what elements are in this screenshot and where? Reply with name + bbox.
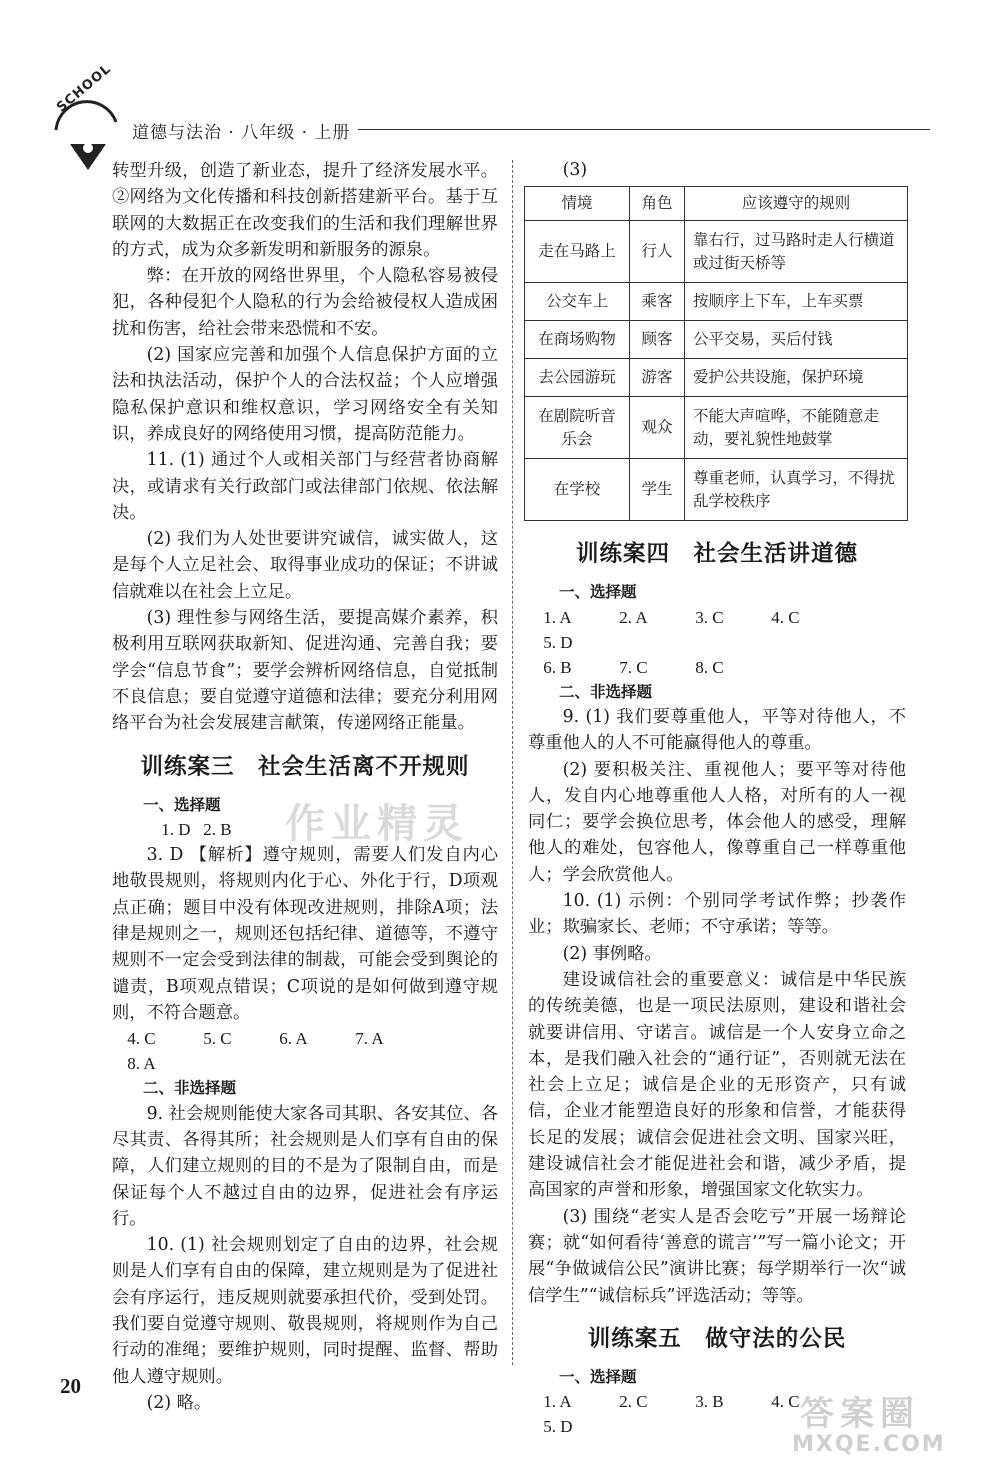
paragraph: 9. 社会规则能使大家各司其职、各安其位、各尽其责、各得其所；社会规则是人们享有自由的保障，人们建立规则的目的不是为了限制自由，而是保证每个人不越过自由的边界，促进社会有序运行。: [112, 1103, 498, 1229]
answer-row: [528, 655, 906, 680]
table-cell: 去公园游玩: [525, 359, 630, 397]
table-cell: 在学校: [525, 459, 630, 521]
logo-text: SCHOOL: [54, 61, 115, 116]
answer-item: 7. C: [619, 657, 648, 677]
table-cell: 乘客: [630, 283, 685, 321]
paragraph: 9. (1) 我们要尊重他人，平等对待他人，不尊重他人的人不可能赢得他人的尊重。: [528, 707, 906, 754]
watermark-center: 作业精灵: [285, 801, 469, 847]
answer-item: 4. C: [771, 607, 800, 627]
choice-heading: 一、选择题: [143, 795, 221, 814]
answer-item: 1. A: [543, 1392, 572, 1412]
paragraph: (3) 理性参与网络生活，要提高媒介素养，积极利用互联网获取新知、促进沟通、完善自我；要学会“信息节食”；要学会辨析网络信息，自觉抵制不良信息；要自觉遵守道德和法律；要充分利用网络平台为社会发展建言献策，传递网络正能量。: [112, 608, 498, 734]
section-title-3: 训练案三 社会生活离不开规则: [140, 753, 470, 780]
table-cell: 在剧院听音乐会: [525, 397, 630, 459]
table-cell: 游客: [630, 359, 685, 397]
choice-heading: 一、选择题: [559, 583, 637, 601]
paragraph: 11. (1) 通过个人或相关部门与经营者协商解决，或请求有关行政部门或法律部门依规、依法解决。: [112, 450, 498, 523]
table-cell: 学生: [630, 459, 685, 521]
paragraph: (2) 事例略。: [562, 943, 662, 964]
answer-item: 2. B: [203, 820, 232, 840]
table-header: 角色: [630, 187, 685, 221]
answer-item: 5. C: [203, 1029, 232, 1049]
table-row: [525, 459, 908, 521]
table-label: (3): [562, 160, 588, 180]
table-cell: 公交车上: [525, 283, 630, 321]
answer-item: 3. C: [695, 607, 724, 627]
paragraph: 弊：在开放的网络世界里，个人隐私容易被侵犯，各种侵犯个人隐私的行为会给被侵权人造成困扰和伤害，给社会带来恐慌和不安。: [112, 266, 498, 339]
paragraph: 10. (1) 示例：个别同学考试作弊；抄袭作业；欺骗家长、老师；不守承诺；等等。: [528, 891, 906, 938]
answer-item: 6. B: [543, 657, 572, 677]
right-column: [528, 158, 906, 1439]
paragraph: (2) 要积极关注、重视他人；要平等对待他人，发自内心地尊重他人人格，对所有的人一视同仁；要学会换位思考，体会他人的感受，理解他人的难处，包容他人，像尊重自己一样尊重他人；学会欣赏他人。: [528, 759, 906, 885]
answer-item: 5. D: [543, 632, 573, 652]
table-row: [525, 283, 908, 321]
table-header: 情境: [525, 187, 630, 221]
answer-item: 7. A: [355, 1029, 384, 1049]
column-divider: [512, 160, 513, 1365]
answer-item: 3. B: [695, 1392, 724, 1412]
nonchoice-heading: 二、非选择题: [559, 682, 653, 701]
table-cell: 顾客: [630, 321, 685, 359]
header-rule: [358, 129, 930, 130]
table-cell: 按顺序上下车，上车买票: [685, 283, 908, 321]
answer-item: 6. A: [279, 1029, 308, 1049]
answer-item: 5. D: [543, 1417, 573, 1437]
table-cell: 尊重老师，认真学习，不得扰乱学校秩序: [685, 459, 908, 521]
table-cell: 不能大声喧哗，不能随意走动，要礼貌性地鼓掌: [685, 397, 908, 459]
table-cell: 靠右行，过马路时走人行横道或过街天桥等: [685, 221, 908, 283]
table-cell: 走在马路上: [525, 221, 630, 283]
answer-item: 8. C: [695, 657, 724, 677]
left-column: [112, 158, 498, 1416]
header-title: 道德与法治 · 八年级 · 上册: [132, 123, 351, 143]
table-row: [525, 359, 908, 397]
rules-table: [524, 186, 908, 521]
answer-item: 1. D: [161, 820, 191, 840]
nonchoice-heading: 二、非选择题: [143, 1079, 237, 1098]
paragraph: 转型升级，创造了新业态，提升了经济发展水平。②网络为文化传播和科技创新搭建新平台。基于互联网的大数据正在改变我们的生活和我们理解世界的方式，成为众多新发明和新服务的源泉。: [112, 161, 498, 260]
table-row: [525, 397, 908, 459]
page-number: 20: [60, 1374, 81, 1398]
watermark-corner: 答案圈: [800, 1394, 920, 1434]
table-header-row: [525, 187, 908, 221]
answer-row: [528, 605, 906, 655]
answer-item: 1. A: [543, 607, 572, 627]
table-cell: 观众: [630, 397, 685, 459]
section-title-5: 训练案五 做守法的公民: [587, 1325, 847, 1352]
table-header: 应该遵守的规则: [685, 187, 908, 221]
paragraph: 建设诚信社会的重要意义：诚信是中华民族的传统美德，也是一项民法原则，建设和谐社会就要讲信用、守诺言。诚信是一个人安身立命之本，是我们融入社会的“通行证”，否则就无法在社会上立足；诚信是企业的无形资产，只有诚信，企业才能塑造良好的形象和信誉，才能获得长足的发展；诚信会促进社会文明、国家兴旺，建设诚信社会才能促进社会和谐，减少矛盾，提高国家的声誉和形象，增强国家文化软实力。: [528, 969, 906, 1201]
table-cell: 在商场购物: [525, 321, 630, 359]
answer-item: 2. A: [619, 607, 648, 627]
answer-row: [112, 1026, 498, 1076]
answer-item: 8. A: [127, 1054, 156, 1074]
table-cell: 行人: [630, 221, 685, 283]
paragraph: (2) 国家应完善和加强个人信息保护方面的立法和执法活动，保护个人的合法权益；个人应增强隐私保护意识和维权意识，学习网络安全有关知识，养成良好的网络使用习惯，提高防范能力。: [112, 345, 498, 444]
answer-item: 2. C: [619, 1392, 648, 1412]
table-row: [525, 221, 908, 283]
paragraph: (3) 围绕“老实人是否会吃亏”开展一场辩论赛；就“如何看待‘善意的谎言’”写一篇小论文；开展“争做诚信公民”演讲比赛；每学期举行一次“诚信学生”“诚信标兵”评选活动；等等。: [528, 1206, 906, 1306]
answer-item: 4. C: [127, 1029, 156, 1049]
paragraph: (2) 我们为人处世要讲究诚信，诚实做人，这是每个人立足社会、取得事业成功的保证；不讲诚信就难以在社会上立足。: [112, 529, 498, 602]
answer-item: 4. C: [771, 1392, 800, 1412]
table-cell: 爱护公共设施，保护环境: [685, 359, 908, 397]
watermark-url: MXQE.COM: [792, 1432, 946, 1457]
paragraph: 10. (1) 社会规则划定了自由的边界，社会规则是人们享有自由的保障，建立规则是为了促进社会有序运行，违反规则就要承担代价，受到处罚。我们要自觉遵守规则、敬畏规则，将规则作为自己行动的准绳；要维护规则，同时提醒、监督、帮助他人遵守规则。: [112, 1235, 498, 1387]
table-cell: 公平交易，买后付钱: [685, 321, 908, 359]
choice-heading: 一、选择题: [559, 1367, 637, 1386]
paragraph: 3. D 【解析】遵守规则，需要人们发自内心地敬畏规则，将规则内化于心、外化于行，D项观点正确；题目中没有体现改进规则，排除A项；法律是规则之一，规则还包括纪律、道德等，不遵守规则不一定会受到法律的制裁，可能会受到舆论的谴责，B项观点错误；C项说的是如何做到遵守规则，不符合题意。: [112, 845, 498, 1023]
table-row: [525, 321, 908, 359]
paragraph: (2) 略。: [146, 1392, 212, 1413]
section-title-4: 训练案四 社会生活讲道德: [575, 541, 858, 567]
